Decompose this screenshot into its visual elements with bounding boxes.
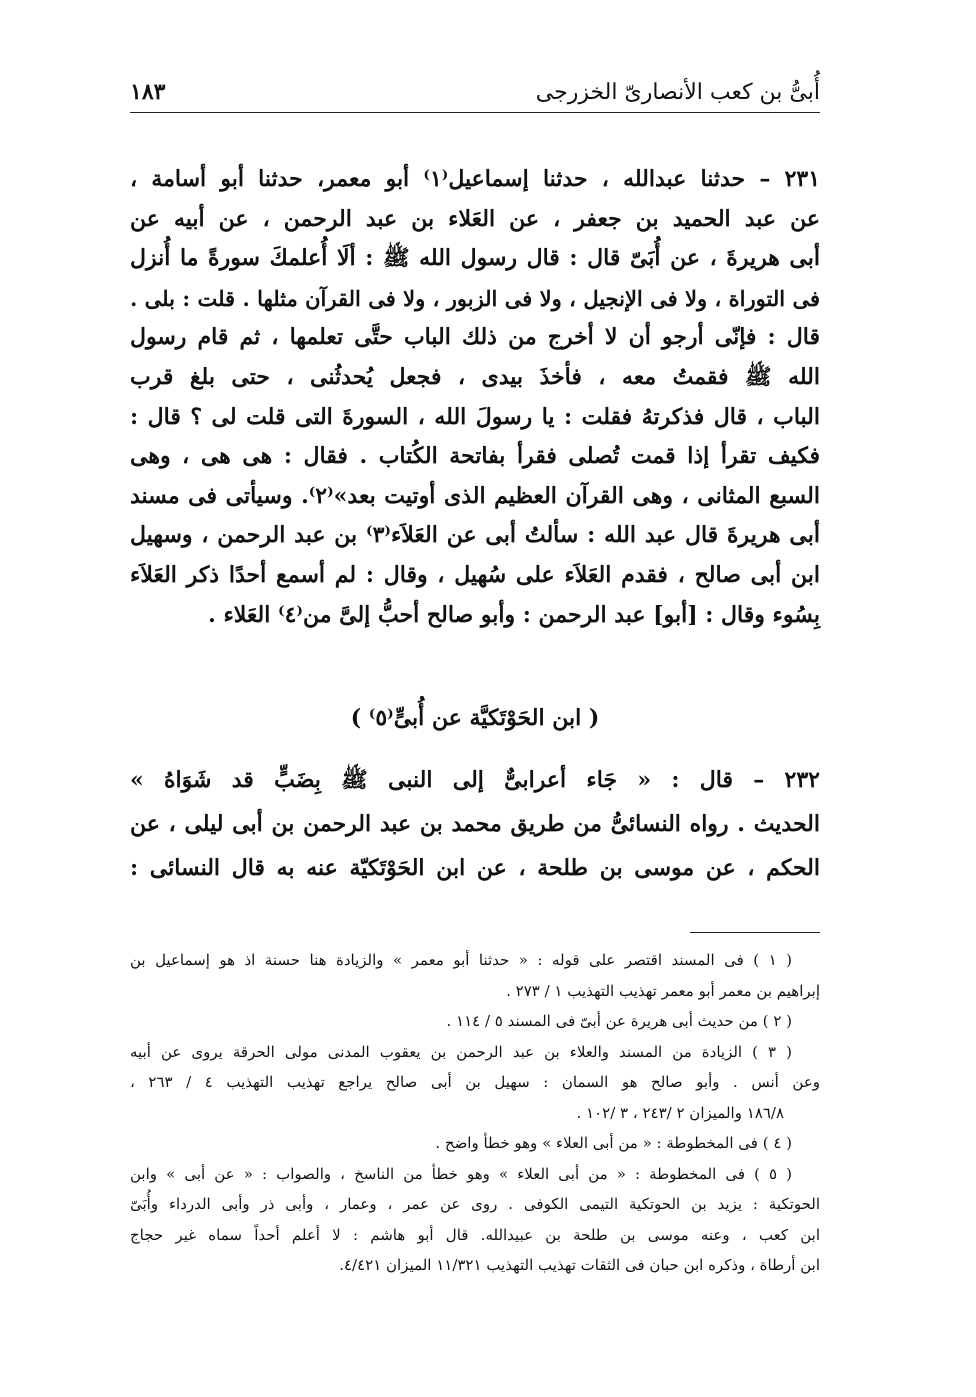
footnote-line: ابن كعب ، وعنه موسى بن طلحة بن عبيدالله. قال أبو هاشم : لا أعلم أحداً سماه غير حجاج [130,1225,820,1244]
text-line: الحكم ، عن موسى بن طلحة ، عن ابن الحَوْتَكيّة عنه به قال النسائى : [130,855,820,881]
running-title: أُبىُّ بن كعب الأنصارىّ الخزرجى [535,79,820,105]
page-header [130,72,820,113]
page-number: ١٨٣ [130,79,166,105]
footnote-line: ١٨٦/٨ والميزان ٢ /٢٤٣ ، ٣ /١٠٢ . [576,1103,784,1122]
text-line: ٢٣٢ – قال : « جَاء أعرابىٌّ إلى النبى ﷺ بِضَبٍّ قد شَوَاهُ » [130,767,820,793]
text-line: الله ﷺ فقمتُ معه ، فأخذَ بيدى ، فجعل يُحدثُنى ، حتى بلغ قرب [130,363,820,390]
footnote-line: إبراهيم بن معمر أبو معمر تهذيب التهذيب ١ / ٢٧٣ . [506,981,820,1000]
footnote-line: ( ٣ ) الزيادة من المسند والعلاء بن عبد الرحمن بن يعقوب المدنى مولى الحرقة يروى عن أبيه [130,1042,792,1061]
footnote-line: ( ٥ ) فى المخطوطة : « من أبى العلاء » وهو خطأ من الناسخ ، والصواب : « عن أبى » وابن [130,1164,792,1183]
footnote-line: ابن أرطاة ، وذكره ابن حبان فى الثقات تهذيب التهذيب ١١/٣٢١ الميزان ٤/٤٢١. [339,1256,820,1274]
text-line: أبى هريرةَ ، عن أُبَىّ قال : قال رسول الله ﷺ : ألَا أُعلمكَ سورةً ما أُنزل [130,245,820,272]
text-line: الباب ، قال فذكرتهُ فقلت : يا رسولَ الله ، السورةَ التى قلت لى ؟ قال : [130,403,820,430]
footnote-line: وعن أنس . وأبو صالح هو السمان : سهيل بن أبى صالح يراجع تهذيب التهذيب ٤ / ٢٦٣ ، [130,1073,821,1091]
text-line: قال : فإنّى أرجو أن لا أخرج من ذلك الباب حتَّى تعلمها ، ثم قام رسول [130,324,820,351]
text-line: بِسُوء وقال : [أبو] عبد الرحمن : وأبو صالح أحبُّ إلىَّ من⁽٤⁾ العَلاء . [208,601,820,628]
text-line: الحديث . رواه النسائىُّ من طريق محمد بن عبد الرحمن بن أبى ليلى ، عن [130,811,820,837]
footnote-divider [690,932,820,933]
text-line: السبع المثانى ، وهى القرآن العظيم الذى أوتيت بعد»⁽٢⁾. وسيأتى فى مسند [130,482,820,509]
footnote-line: ( ٢ ) من حديث أبى هريرة عن أبىّ فى المسند ٥ / ١١٤ . [446,1012,792,1030]
text-line: ٢٣١ – حدثنا عبدالله ، حدثنا إسماعيل⁽١⁾ أبو معمر، حدثنا أبو أسامة ، [130,166,821,192]
text-line: عن عبد الحميد بن جعفر ، عن العَلاء بن عبد الرحمن ، عن أبيه عن [130,205,820,232]
section-heading: ( ابن الحَوْتَكيَّة عن أُبىٍّ⁽٥⁾ ) [350,705,600,731]
text-line: أبى هريرةَ قال عبد الله : سألتُ أبى عن العَلاَء⁽٣⁾ بن عبد الرحمن ، وسهيل [130,522,820,549]
text-line: فى التوراة ، ولا فى الإنجيل ، ولا فى الزبور ، ولا فى القرآن مثلها . قلت : بلى . [130,285,820,311]
footnote-line: ( ٤ ) فى المخطوطة : « من أبى العلاء » وهو خطأ واضح . [435,1134,792,1152]
text-line: فكيف تقرأ إذا قمت تُصلى فقرأ بفاتحة الكُتاب . فقال : هى هى ، وهى [130,443,820,470]
main-text [130,160,820,635]
footnote-line: ( ١ ) فى المسند اقتصر على قوله : « حدثنا أبو معمر » والزيادة هنا حسنة اذ هو إسماعيل بن [130,951,792,969]
main-text-continued [130,758,820,890]
footnotes [130,945,820,1281]
footnote-line: الحوتكية : يزيد بن الحوتكية التيمى الكوفى . روى عن عمر ، وعمار ، وأبى ذر وأبى الدرداء وأُبَىّ [130,1195,820,1213]
text-line: ابن أبى صالح ، فقدم العَلاَء على سُهيل ، وقال : لم أسمع أحدًا ذكر العَلاَء [130,561,820,588]
